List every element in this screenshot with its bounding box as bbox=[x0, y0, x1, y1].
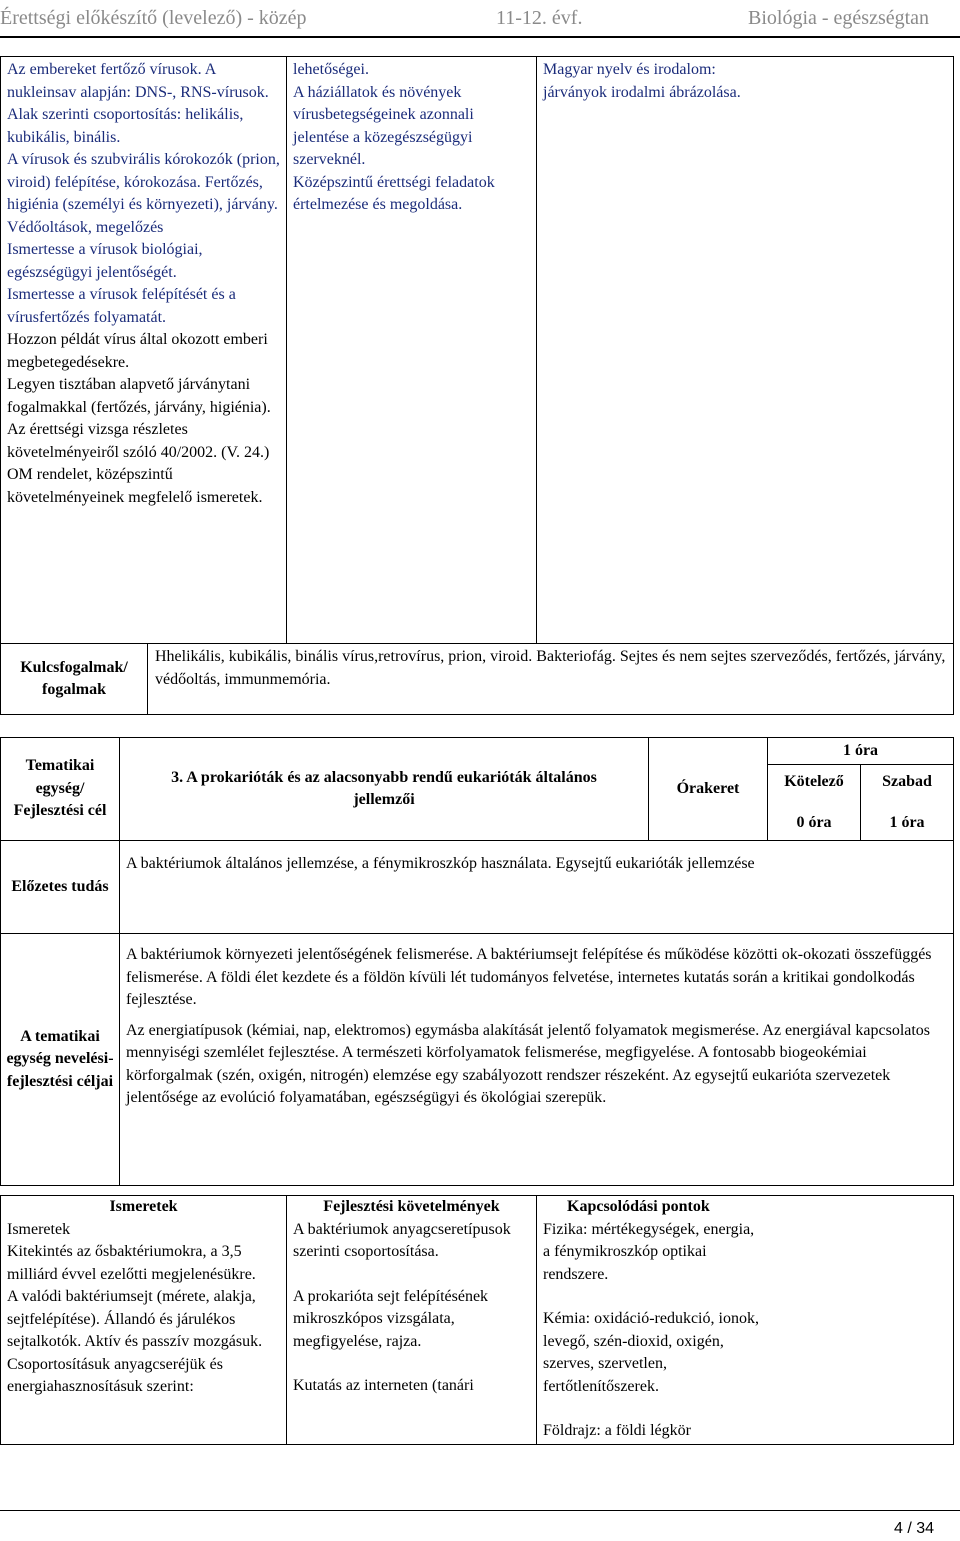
orakeret-label: Órakeret bbox=[648, 737, 768, 841]
bottom-header-kapcsolodas: Kapcsolódási pontok bbox=[567, 1198, 710, 1215]
top-col2-p2: A háziállatok és növények vírusbetegségeinek azonnali jelentése a közegészségügyi szerveknél. bbox=[293, 83, 474, 168]
elozetes-text: A baktériumok általános jellemzése, a fénymikroszkóp használata. Egysejtű eukarióták jellemzése bbox=[126, 855, 755, 872]
kotelezo-value: 0 óra bbox=[796, 813, 832, 831]
orakeret-total: 1 óra bbox=[767, 737, 954, 765]
bottom-col3-p1: Fizika: mértékegységek, energia, a fénymikroszkóp optikai rendszere. bbox=[543, 1220, 755, 1283]
kulcsfogalmak-text: Hhelikális, kubikális, binális vírus,retrovírus, prion, viroid. Bakteriofág. Sejtes és nem sejtes szerveződés, fertőzés, járvány, védőoltás, immunmemória. bbox=[155, 648, 946, 688]
top-col2-p3: Középszintű érettségi feladatok értelmezése és megoldása. bbox=[293, 173, 495, 213]
top-col1-p4: Ismertesse a vírusok felépítését és a vírusfertőzés folyamatát. bbox=[7, 286, 236, 326]
top-table-col-ismeretek bbox=[0, 56, 287, 644]
header-rule bbox=[0, 36, 960, 38]
celok-p2: Az energiatípusok (kémiai, nap, elektromos) egymásba alakítását jelentő folyamatok megismerése. Az energiával kapcsolatos mennyiségi szemlélet fejlesztése. A természeti körfolyamatok felismerése, megfigyelése. A fontosabb biogeokémiai körforgalmak (szén, oxigén, nitrogén) elemzése egy szabályozott rendszer részeként. Az egysejtű eukarióta szervezetek jelentősége az evolúció folyamatában, egészségügyi és ökológiai szerepük. bbox=[126, 1021, 931, 1106]
header-subject: Biológia - egészségtan bbox=[748, 7, 930, 29]
page-header bbox=[0, 0, 960, 36]
top-col1-p2: A vírusok és szubvirális kórokozók (prion, viroid) felépítése, kórokozása. Fertőzés, higiénia (személyi és környezeti), járvány. Védőoltások, megelőzés bbox=[7, 151, 280, 236]
celok-p1: A baktériumok környezeti jelentőségének felismerése. A baktériumsejt felépítése és működése közötti ok-okozati összefüggés felismerése. A földi élet kezdete és a földön kívüli lét tudományos felvetése, internetes kutatás során a kritikai gondolkodás fejlesztése. bbox=[126, 946, 932, 1008]
unit-title: 3. A prokarióták és az alacsonyabb rendű eukarióták általános jellemzői bbox=[119, 737, 649, 841]
header-grade: 11-12. évf. bbox=[496, 7, 583, 29]
top-table-col-kapcsolodas bbox=[536, 56, 954, 644]
bottom-col3-p2: Kémia: oxidáció-redukció, ionok, levegő, szén-dioxid, oxigén, szerves, szervetlen, fertőtlenítőszerek. bbox=[543, 1310, 759, 1395]
bottom-col-kapcsolodas bbox=[536, 1195, 954, 1445]
top-col3-p1: Magyar nyelv és irodalom: járványok irodalmi ábrázolása. bbox=[543, 61, 741, 101]
page-number: 4 / 34 bbox=[893, 1520, 934, 1537]
szabad-label: Szabad bbox=[882, 773, 932, 790]
top-col1-p7: Az érettségi vizsga részletes követelményeiről szóló 40/2002. (V. 24.) OM rendelet, középszintű követelményeinek megfelelő ismeretek. bbox=[7, 421, 270, 506]
bottom-header-fejlesztes: Fejlesztési követelmények bbox=[323, 1198, 500, 1215]
bottom-header-ismeretek: Ismeretek bbox=[109, 1198, 178, 1215]
top-col2-p1: lehetőségei. bbox=[293, 61, 369, 78]
bottom-col3-p3: Földrajz: a földi légkör bbox=[543, 1422, 691, 1439]
top-col1-p5: Hozzon példát vírus által okozott emberi megbetegedésekre. bbox=[7, 331, 268, 371]
kulcsfogalmak-cell bbox=[147, 643, 954, 715]
top-table-col-fejlesztes bbox=[286, 56, 537, 644]
kotelezo-cell bbox=[767, 764, 861, 841]
szabad-cell bbox=[860, 764, 954, 841]
bottom-col1-p4: Csoportosításuk anyagcseréjük és energiahasznosításuk szerint: bbox=[7, 1355, 223, 1395]
kotelezo-label: Kötelező bbox=[784, 773, 844, 790]
bottom-col1-p1: Ismeretek bbox=[7, 1220, 71, 1238]
unit-label: Tematikai egység/ Fejlesztési cél bbox=[0, 737, 120, 841]
top-col1-p6: Legyen tisztában alapvető járványtani fogalmakkal (fertőzés, járvány, higiénia). bbox=[7, 376, 271, 416]
celok-label: A tematikai egység nevelési-fejlesztési céljai bbox=[0, 933, 120, 1186]
footer-rule bbox=[0, 1510, 960, 1511]
elozetes-cell bbox=[119, 840, 954, 934]
celok-cell bbox=[119, 933, 954, 1186]
bottom-col2-p3: Kutatás az interneten (tanári bbox=[293, 1377, 474, 1394]
header-course: Érettségi előkészítő (levelező) - közép bbox=[0, 7, 307, 29]
bottom-col1-p3: A valódi baktériumsejt (mérete, alakja, sejtfelépítése). Állandó és járulékos sejtalkotók. Aktív és passzív mozgásuk. bbox=[7, 1288, 263, 1350]
bottom-col2-p1: A baktériumok anyagcseretípusok szerinti csoportosítása. bbox=[293, 1220, 511, 1260]
elozetes-label: Előzetes tudás bbox=[0, 840, 120, 934]
szabad-value: 1 óra bbox=[889, 813, 925, 831]
bottom-col2-p2: A prokarióta sejt felépítésének mikroszkópos vizsgálata, megfigyelése, rajza. bbox=[293, 1287, 489, 1350]
bottom-col-fejlesztes bbox=[286, 1195, 537, 1445]
kulcsfogalmak-label: Kulcsfogalmak/ fogalmak bbox=[0, 643, 148, 715]
bottom-col-ismeretek bbox=[0, 1195, 287, 1445]
top-col1-p3: Ismertesse a vírusok biológiai, egészségügyi jelentőségét. bbox=[7, 241, 203, 281]
top-col1-p1: Az embereket fertőző vírusok. A nukleinsav alapján: DNS-, RNS-vírusok. Alak szerinti csoportosítás: helikális, kubikális, binális. bbox=[7, 61, 269, 146]
bottom-col1-p2: Kitekintés az ősbaktériumokra, a 3,5 milliárd évvel ezelőtti megjelenésükre. bbox=[7, 1243, 256, 1283]
